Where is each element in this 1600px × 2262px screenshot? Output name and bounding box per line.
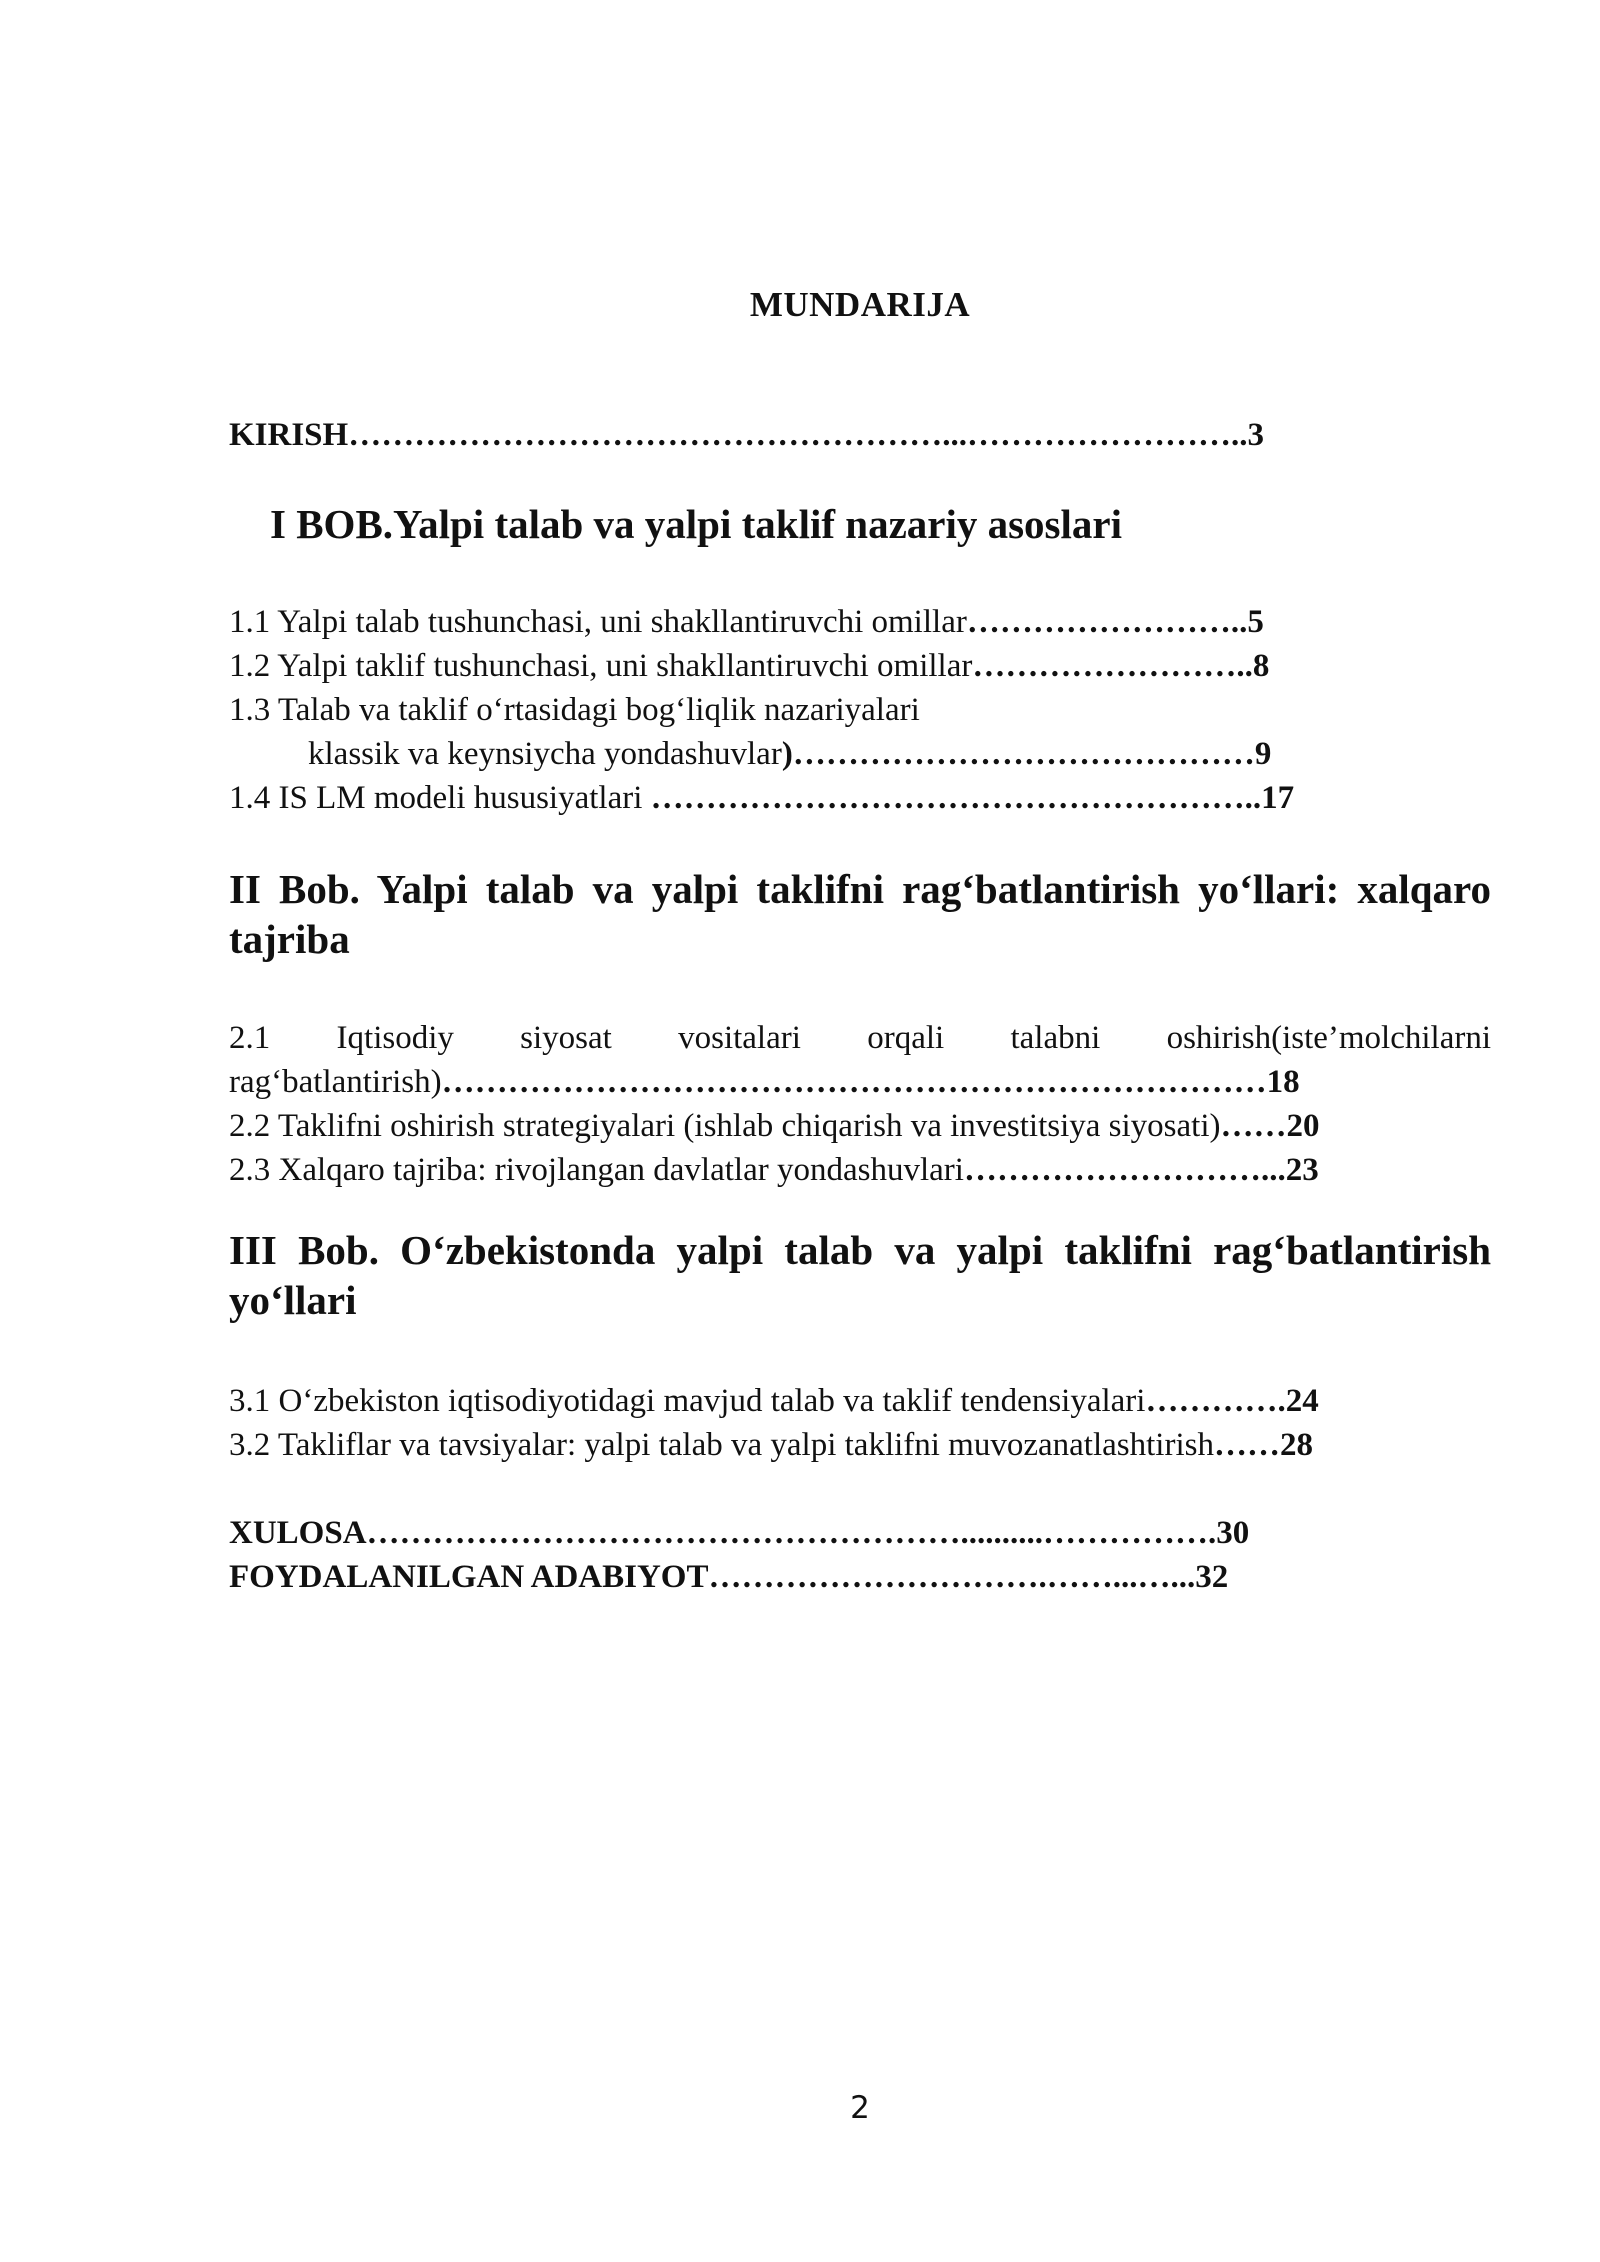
- toc-title: MUNDARIJA: [749, 285, 971, 324]
- toc-entry-2-1-continued: [229, 1060, 1300, 1104]
- toc-page-number: 32: [1195, 1559, 1229, 1595]
- chapter-2-heading: II Bob. Yalpi talab va yalpi taklifni ragʻbatlantirish yoʻllari: xalqaro: [229, 866, 1491, 912]
- toc-dots: ……………………..: [966, 604, 1248, 640]
- toc-dots: ………….: [1145, 1383, 1286, 1419]
- toc-entry-2-3: [229, 1148, 1319, 1192]
- toc-dots: ……………………..: [972, 648, 1253, 684]
- toc-word: 2.1: [229, 1020, 271, 1056]
- toc-entry-xulosa: [229, 1511, 1249, 1555]
- toc-entry-text: 1.3 Talab va taklif oʻrtasidagi bogʻliqlik nazariyalari: [229, 692, 920, 728]
- toc-page-number: 23: [1285, 1152, 1319, 1188]
- page-number: 2: [850, 2090, 870, 2126]
- toc-page-number: 30: [1216, 1515, 1250, 1551]
- toc-entry-2-2: [229, 1104, 1319, 1148]
- toc-entry-2-1: [229, 1016, 1491, 1060]
- toc-page-number: 18: [1266, 1064, 1300, 1100]
- toc-entry-text: klassik va keynsiycha yondashuvlar: [308, 736, 782, 772]
- toc-entry-text: ragʻbatlantirish): [229, 1064, 442, 1100]
- toc-dots: ………………………………………………..: [650, 780, 1262, 816]
- toc-entry-text: 3.2 Takliflar va tavsiyalar: yalpi talab va yalpi taklifni muvozanatlashtirish: [229, 1427, 1214, 1463]
- toc-entry-text: 3.1 Oʻzbekiston iqtisodiyotidagi mavjud talab va taklif tendensiyalari: [229, 1383, 1146, 1419]
- chapter-2-heading-continued: tajriba: [229, 916, 350, 962]
- toc-word: orqali: [867, 1020, 945, 1056]
- toc-page-number: 17: [1261, 780, 1295, 816]
- toc-dots: ………………………...: [963, 1152, 1286, 1188]
- toc-entry-text: 1.1 Yalpi talab tushunchasi, uni shakllantiruvchi omillar: [229, 604, 967, 640]
- toc-word: vositalari: [678, 1020, 801, 1056]
- toc-page-number: 20: [1286, 1108, 1320, 1144]
- chapter-1-heading: I BOB.Yalpi talab va yalpi taklif nazariy asoslari: [270, 501, 1122, 547]
- toc-dots: ………………………….……...…...: [708, 1559, 1196, 1595]
- toc-entry-text: 2.3 Xalqaro tajriba: rivojlangan davlatlar yondashuvlari: [229, 1152, 964, 1188]
- toc-entry-1-1: [229, 600, 1264, 644]
- toc-page-number: 5: [1247, 604, 1264, 640]
- toc-entry-1-3: [229, 688, 920, 732]
- toc-page-number: 3: [1247, 417, 1264, 453]
- toc-entry-1-3-continued: [308, 732, 1271, 776]
- toc-word: oshirish(iste’molchilarni: [1166, 1020, 1492, 1056]
- toc-entry-text: 2.2 Taklifni oshirish strategiyalari (ishlab chiqarish va investitsiya siyosati): [229, 1108, 1221, 1144]
- toc-page-number: 9: [1254, 736, 1272, 772]
- toc-dots: …………………………………………………………………: [441, 1064, 1267, 1100]
- chapter-3-heading-continued: yoʻllari: [229, 1277, 357, 1323]
- toc-entry-label: FOYDALANILGAN ADABIYOT: [229, 1559, 709, 1595]
- toc-page-number: 24: [1285, 1383, 1319, 1419]
- toc-dots: ……: [1220, 1108, 1287, 1144]
- toc-dots: ……………………………………: [792, 736, 1255, 772]
- toc-word: Iqtisodiy: [336, 1020, 454, 1056]
- toc-entry-1-2: [229, 644, 1269, 688]
- toc-page-number: 28: [1279, 1427, 1313, 1463]
- toc-entry-text: 1.2 Yalpi taklif tushunchasi, uni shakllantiruvchi omillar: [229, 648, 973, 684]
- toc-dots: ………………………………………………..........…………….: [366, 1515, 1217, 1551]
- toc-paren: ): [781, 736, 793, 772]
- toc-entry-text: 1.4 IS LM modeli hususiyatlari: [229, 780, 651, 816]
- chapter-3-heading: III Bob. Oʻzbekistonda yalpi talab va yalpi taklifni ragʻbatlantirish: [229, 1227, 1491, 1273]
- toc-entry-adabiyot: [229, 1555, 1228, 1599]
- toc-word: siyosat: [520, 1020, 612, 1056]
- toc-entry-1-4: [229, 776, 1294, 820]
- toc-entry-kirish: [229, 413, 1264, 457]
- toc-word: talabni: [1010, 1020, 1101, 1056]
- toc-entry-label: XULOSA: [229, 1515, 367, 1551]
- toc-dots: ……: [1213, 1427, 1280, 1463]
- toc-dots: ………………………………………………...……………………..: [348, 417, 1248, 453]
- toc-entry-3-2: [229, 1423, 1313, 1467]
- toc-page-number: 8: [1252, 648, 1270, 684]
- toc-entry-label: KIRISH: [229, 417, 349, 453]
- toc-entry-3-1: [229, 1379, 1319, 1423]
